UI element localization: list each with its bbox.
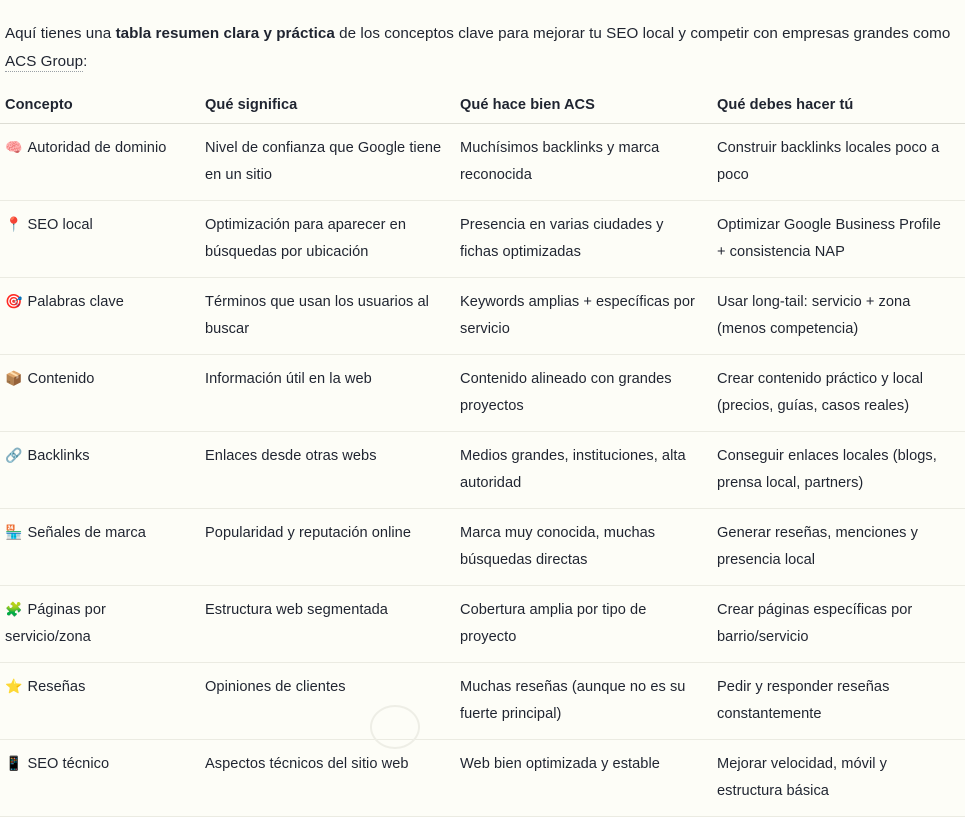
cell-concepto — [0, 663, 200, 740]
concepto-label: Páginas por servicio/zona — [5, 602, 106, 646]
column-header-concepto: Concepto — [0, 91, 200, 124]
table-body — [0, 124, 965, 817]
table-row — [0, 124, 965, 201]
concepto-label: Backlinks — [27, 448, 90, 465]
cell-que-debes-hacer-tu: Crear páginas específicas por barrio/servicio — [712, 586, 965, 663]
table-row — [0, 663, 965, 740]
table-row — [0, 355, 965, 432]
brain-icon: 🧠 — [5, 139, 23, 156]
seo-concepts-table — [0, 91, 965, 817]
table-header — [0, 91, 965, 124]
cell-que-debes-hacer-tu: Conseguir enlaces locales (blogs, prensa local, partners) — [712, 432, 965, 509]
cell-concepto — [0, 278, 200, 355]
cell-que-hace-bien-acs: Marca muy conocida, muchas búsquedas directas — [455, 509, 712, 586]
cell-que-hace-bien-acs: Contenido alineado con grandes proyectos — [455, 355, 712, 432]
cell-que-significa: Nivel de confianza que Google tiene en un sitio — [200, 124, 455, 201]
mobile-phone-icon: 📱 — [5, 755, 23, 772]
table-row — [0, 509, 965, 586]
table-row — [0, 278, 965, 355]
cell-que-hace-bien-acs: Medios grandes, instituciones, alta autoridad — [455, 432, 712, 509]
concepto-label: Señales de marca — [27, 525, 146, 542]
cell-que-debes-hacer-tu: Mejorar velocidad, móvil y estructura básica — [712, 740, 965, 817]
acs-group-link[interactable]: ACS Group — [5, 53, 84, 71]
store-icon: 🏪 — [5, 524, 23, 541]
cell-que-significa: Opiniones de clientes — [200, 663, 455, 740]
intro-paragraph — [0, 15, 965, 76]
cell-que-debes-hacer-tu: Usar long-tail: servicio + zona (menos competencia) — [712, 278, 965, 355]
cell-que-hace-bien-acs: Web bien optimizada y estable — [455, 740, 712, 817]
cell-que-significa: Enlaces desde otras webs — [200, 432, 455, 509]
target-icon: 🎯 — [5, 293, 23, 310]
cell-que-debes-hacer-tu: Optimizar Google Business Profile + consistencia NAP — [712, 201, 965, 278]
cell-que-debes-hacer-tu: Pedir y responder reseñas constantemente — [712, 663, 965, 740]
column-header-que-significa: Qué significa — [200, 91, 455, 124]
table-header-row — [0, 91, 965, 124]
cell-concepto — [0, 355, 200, 432]
intro-text-part2: de los conceptos clave para mejorar tu SEO local y competir con empresas grandes como — [334, 25, 951, 43]
concepto-label: Contenido — [27, 371, 95, 388]
table-row — [0, 586, 965, 663]
cell-que-debes-hacer-tu: Crear contenido práctico y local (precios, guías, casos reales) — [712, 355, 965, 432]
column-header-que-hace-bien-acs: Qué hace bien ACS — [455, 91, 712, 124]
intro-text-part3: : — [83, 53, 88, 71]
cell-que-debes-hacer-tu: Generar reseñas, menciones y presencia local — [712, 509, 965, 586]
cell-concepto — [0, 740, 200, 817]
table-row — [0, 432, 965, 509]
concepto-label: Reseñas — [27, 679, 86, 696]
cell-que-hace-bien-acs: Muchas reseñas (aunque no es su fuerte principal) — [455, 663, 712, 740]
cell-que-debes-hacer-tu: Construir backlinks locales poco a poco — [712, 124, 965, 201]
cell-que-hace-bien-acs: Cobertura amplia por tipo de proyecto — [455, 586, 712, 663]
cell-que-significa: Información útil en la web — [200, 355, 455, 432]
table-row — [0, 201, 965, 278]
intro-text-part1: Aquí tienes una — [5, 25, 116, 43]
cell-que-significa: Aspectos técnicos del sitio web — [200, 740, 455, 817]
cell-que-hace-bien-acs: Presencia en varias ciudades y fichas optimizadas — [455, 201, 712, 278]
cell-que-significa: Popularidad y reputación online — [200, 509, 455, 586]
intro-bold-phrase: tabla resumen clara y práctica — [115, 25, 335, 43]
cell-concepto — [0, 432, 200, 509]
cell-concepto — [0, 509, 200, 586]
table-row — [0, 740, 965, 817]
cell-concepto — [0, 201, 200, 278]
star-icon: ⭐ — [5, 678, 23, 695]
page-root — [0, 15, 965, 800]
cell-que-significa: Optimización para aparecer en búsquedas por ubicación — [200, 201, 455, 278]
concepto-label: Autoridad de dominio — [27, 140, 167, 157]
concepto-label: SEO técnico — [27, 756, 110, 773]
cell-que-hace-bien-acs: Muchísimos backlinks y marca reconocida — [455, 124, 712, 201]
cell-concepto — [0, 586, 200, 663]
column-header-que-debes-hacer-tu: Qué debes hacer tú — [712, 91, 965, 124]
cell-que-hace-bien-acs: Keywords amplias + específicas por servicio — [455, 278, 712, 355]
cell-que-significa: Estructura web segmentada — [200, 586, 455, 663]
cell-concepto — [0, 124, 200, 201]
cell-que-significa: Términos que usan los usuarios al buscar — [200, 278, 455, 355]
package-icon: 📦 — [5, 370, 23, 387]
concepto-label: Palabras clave — [27, 294, 124, 311]
puzzle-piece-icon: 🧩 — [5, 601, 23, 618]
concepto-label: SEO local — [27, 217, 93, 234]
map-pin-icon: 📍 — [5, 216, 23, 233]
link-icon: 🔗 — [5, 447, 23, 464]
